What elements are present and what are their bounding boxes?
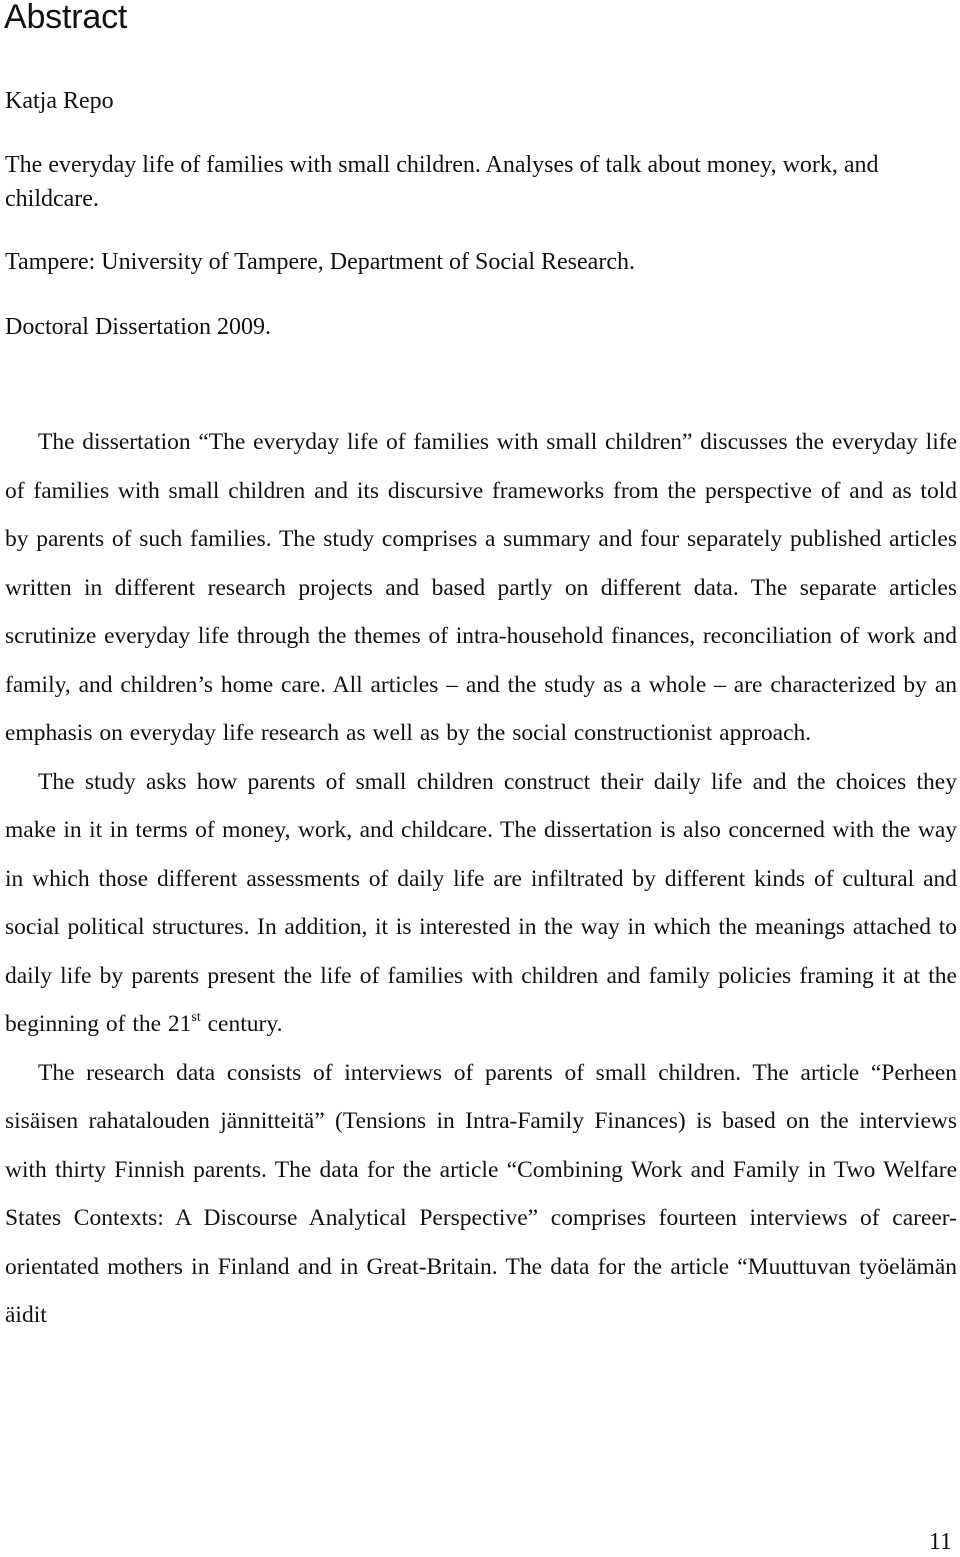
paragraph-text-end: century. — [200, 1011, 283, 1037]
body-paragraph: The research data consists of interviews of parents of small children. The article “Perheen sisäisen rahatalouden jännitteitä” (Tensions in Intra-Family Finances) is based on the interviews with thirty Finnish parents. The data for the article “Combining Work and Family in Two Welfare States Contexts: A Discourse Analytical Perspective” comprises fourteen interviews of career-orientated mothers in Finland and in Great-Britain. The data for the article “Muuttuvan työelämän äidit — [5, 1059, 957, 1328]
dissertation-title: The everyday life of families with small children. Analyses of talk about money, work, and childcare. — [5, 152, 879, 212]
page-number: 11 — [928, 1529, 952, 1555]
paragraph-text: The study asks how parents of small children construct their daily life and the choices they make in it in terms of money, work, and childcare. The dissertation is also concerned with the way in which those different assessments of daily life are infiltrated by different kinds of cultural and social political structures. In addition, it is interested in the way in which the meanings attached to daily life by parents present the life of families with children and family policies framing it at the beginning of the 21 — [5, 768, 957, 1037]
body-paragraph — [5, 758, 957, 1049]
document-type: Doctoral Dissertation 2009. — [5, 314, 271, 340]
abstract-body — [5, 418, 957, 1340]
abstract-heading: Abstract — [4, 0, 128, 36]
body-paragraph: The dissertation “The everyday life of families with small children” discusses the everyday life of families with small children and its discursive frameworks from the perspective of and as told by parents of such families. The study comprises a summary and four separately published articles written in different research projects and based partly on different data. The separate articles scrutinize everyday life through the themes of intra-household finances, reconciliation of work and family, and children’s home care. All articles – and the study as a whole – are characterized by an emphasis on everyday life research as well as by the social constructionist approach. — [5, 429, 957, 746]
ordinal-superscript: st — [191, 1010, 201, 1025]
author-name: Katja Repo — [5, 88, 114, 114]
publisher-line: Tampere: University of Tampere, Department of Social Research. — [5, 249, 635, 275]
